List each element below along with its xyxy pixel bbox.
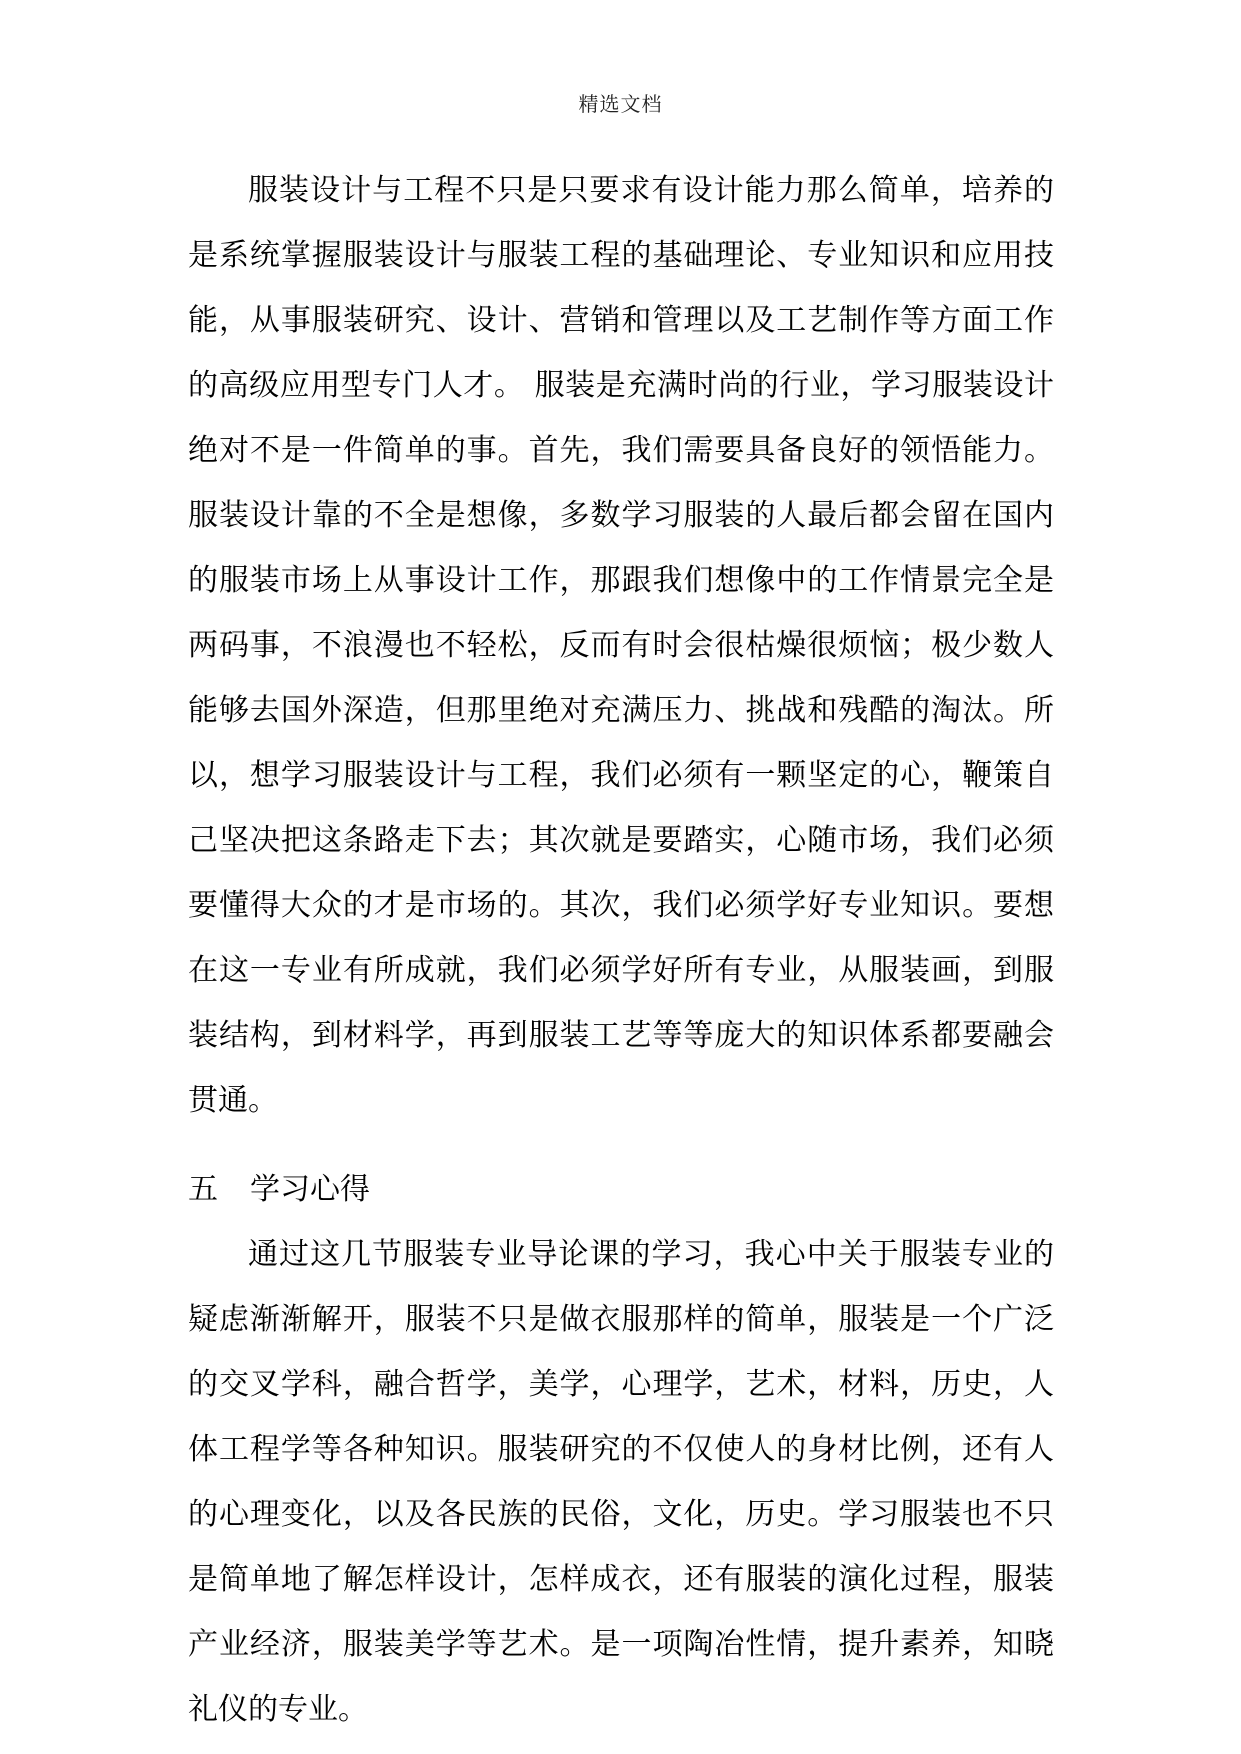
section-heading: [188, 1157, 1054, 1222]
paragraph-1: 服装设计与工程不只是只要求有设计能力那么简单，培养的是系统掌握服装设计与服装工程的基础理论、专业知识和应用技能，从事服装研究、设计、营销和管理以及工艺制作等方面工作的高级应用型专门人才。 服装是充满时尚的行业，学习服装设计绝对不是一件简单的事。首先，我们需要具备良好的领悟能力。服装设计靠的不全是想像，多数学习服装的人最后都会留在国内的服装市场上从事设计工作，那跟我们想像中的工作情景完全是两码事，不浪漫也不轻松，反而有时会很枯燥很烦恼；极少数人能够去国外深造，但那里绝对充满压力、挑战和残酷的淘汰。所以，想学习服装设计与工程，我们必须有一颗坚定的心，鞭策自己坚决把这条路走下去；其次就是要踏实，心随市场，我们必须要懂得大众的才是市场的。其次，我们必须学好专业知识。要想在这一专业有所成就，我们必须学好所有专业，从服装画，到服装结构，到材料学，再到服装工艺等等庞大的知识体系都要融会贯通。: [188, 173, 1054, 1118]
paragraph-2: 通过这几节服装专业导论课的学习，我心中关于服装专业的疑虑渐渐解开，服装不只是做衣服那样的简单，服装是一个广泛的交叉学科，融合哲学，美学，心理学，艺术，材料，历史，人体工程学等各种知识。服装研究的不仅使人的身材比例，还有人的心理变化，以及各民族的民俗，文化，历史。学习服装也不只是简单地了解怎样设计，怎样成衣，还有服装的演化过程，服装产业经济，服装美学等艺术。是一项陶冶性情，提升素养，知晓礼仪的专业。: [188, 1237, 1054, 1727]
section-number: 五: [188, 1172, 218, 1207]
section-title: 学习心得: [250, 1172, 370, 1207]
page-header: 精选文档: [578, 92, 663, 116]
document-body: [188, 158, 1054, 1742]
